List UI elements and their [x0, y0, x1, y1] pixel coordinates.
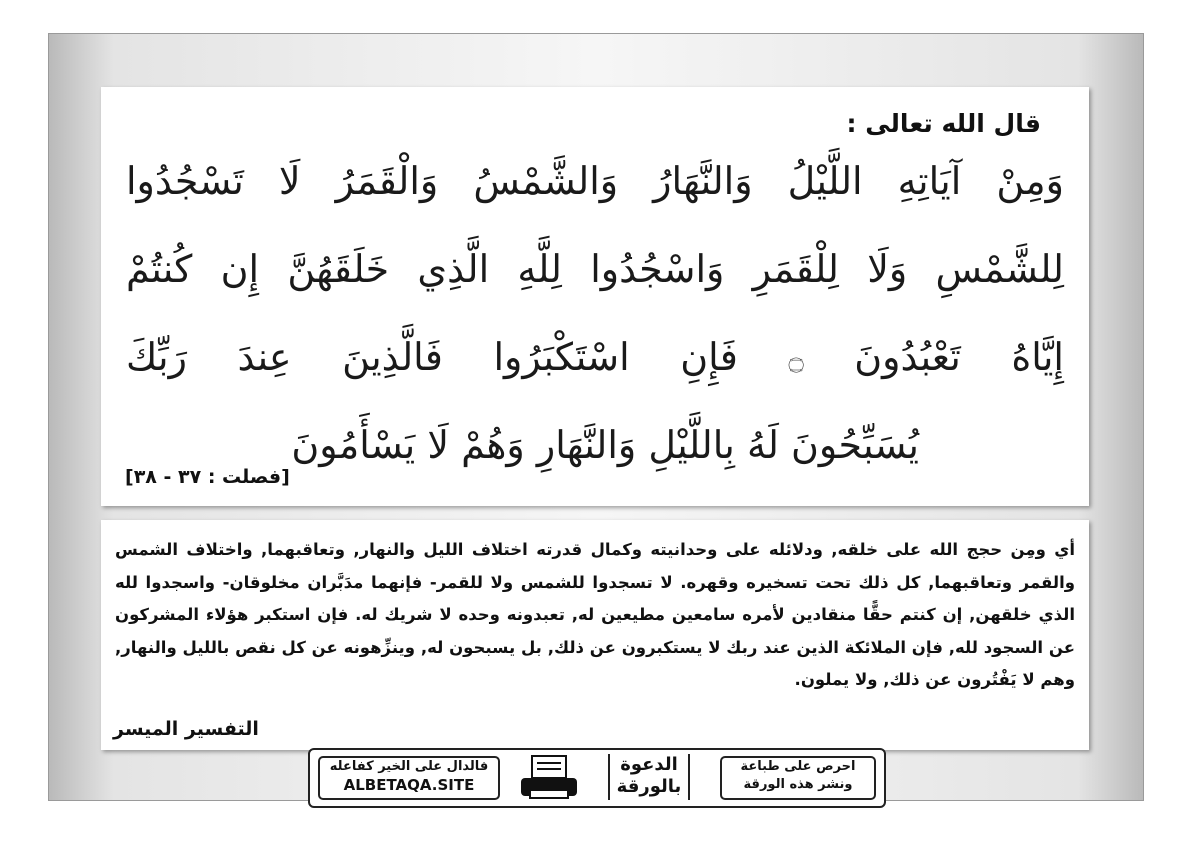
verse-line-2: لِلشَّمْسِ وَلَا لِلْقَمَرِ وَاسْجُدُوا لِلَّهِ الَّذِي خَلَقَهُنَّ إِن كُنتُمْ [126, 247, 1064, 291]
logo-line: بالورقة [616, 776, 682, 797]
verse-line-4: يُسَبِّحُونَ لَهُ بِاللَّيْلِ وَالنَّهَارِ وَهُمْ لَا يَسْأَمُونَ [291, 423, 919, 467]
verse-reference: [فصلت : ٣٧ - ٣٨] [125, 466, 290, 488]
tafsir-text: أي ومِن حجج الله على خلقه, ودلائله على وحدانيته وكمال قدرته اختلاف الليل والنهار, وتعاقبهما, واختلاف الشمس والقمر وتعاقبهما, كل ذلك تحت تسخيره وقهره. لا تسجدوا للشمس ولا للقمر- فإنهما مدَبَّران مخلوقان- واسجدوا لله الذي خلقهن, إن كنتم حقًّا منقادين لأمره سامعين مطيعين له, تعبدونه وحده لا شريك له. فإن استكبر هؤلاء المشركون عن السجود لله, فإن الملائكة الذين عند ربك لا يستكبرون عن ذلك, بل يسبحون له, وينزِّهونه عن كل نقص بالليل والنهار, وهم لا يَفْتُرون عن ذلك, ولا يملون. [115, 540, 1075, 689]
logo [608, 754, 690, 800]
verse-card [101, 87, 1089, 506]
verse-segment: فَإِنِ اسْتَكْبَرُوا فَالَّذِينَ عِندَ رَبِّكَ [126, 335, 738, 379]
tafsir-source: التفسير الميسر [113, 718, 259, 740]
verse-line-3 [126, 335, 1064, 379]
verse-segment: إِيَّاهُ تَعْبُدُونَ [854, 335, 1064, 379]
footer-print-box [720, 756, 876, 800]
tafsir-card [101, 520, 1089, 750]
printer-icon [518, 754, 580, 802]
verse-line-1: وَمِنْ آيَاتِهِ اللَّيْلُ وَالنَّهَارُ وَالشَّمْسُ وَالْقَمَرُ لَا تَسْجُدُوا [126, 159, 1064, 203]
verse-intro: قال الله تعالى : [846, 109, 1041, 138]
footer-print-line: احرص على طباعة [740, 759, 856, 774]
logo-line: الدعوة [620, 754, 678, 775]
footer-site-box [318, 756, 500, 800]
footer-motto: فالدال على الخير كفاعله [329, 759, 489, 774]
site-link[interactable]: ALBETAQA.SITE [343, 776, 475, 794]
verse-end-marker: ۝ [788, 345, 804, 376]
footer-banner [308, 748, 886, 808]
footer-print-line: ونشر هذه الورقة [743, 777, 853, 792]
